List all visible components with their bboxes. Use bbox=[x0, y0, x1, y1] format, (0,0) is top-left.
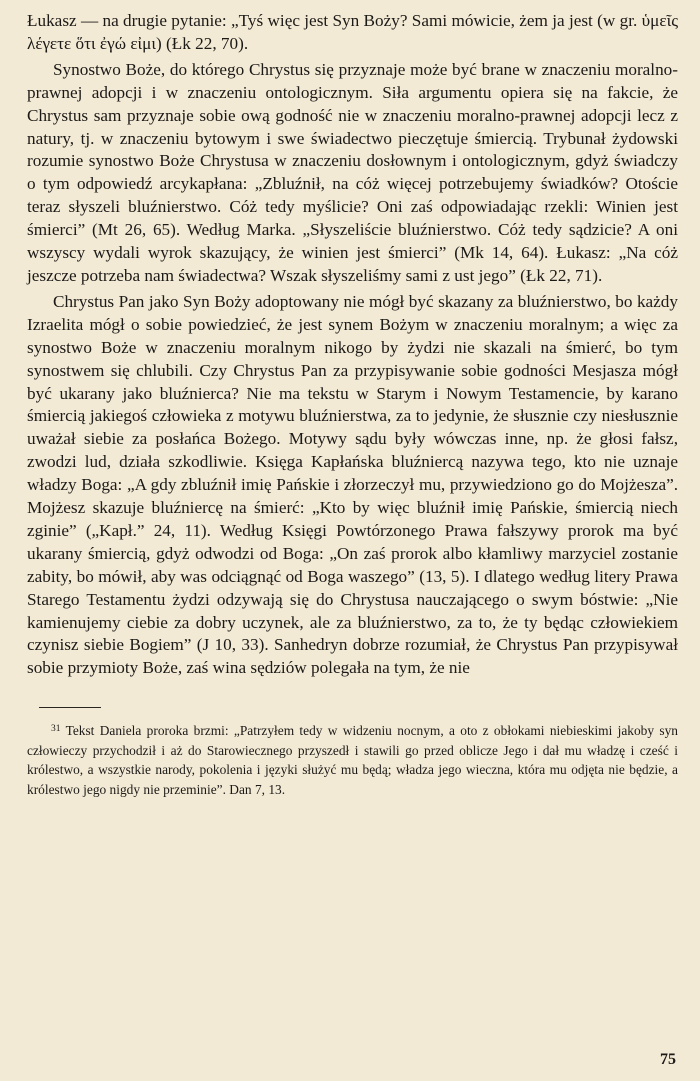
footnote-separator bbox=[39, 707, 101, 708]
paragraph: Łukasz — na drugie pytanie: „Tyś więc jest Syn Boży? Sami mówicie, żem ja jest (w gr. ὑμεῖς λέγετε ὅτι ἐγώ εἰμι) (Łk 22, 70). bbox=[27, 11, 678, 53]
footnote-number: 31 bbox=[51, 724, 61, 735]
page-number: 75 bbox=[660, 1051, 676, 1068]
footnote-text: Tekst Daniela proroka brzmi: „Patrzyłem tedy w widzeniu nocnym, a oto z obłokami niebieskimi jakoby syn człowieczy przychodził i aż do Starowiecznego przyszedł i stawili go przed oblicze Jego i dał mu władzę i cześć i królestwo, a wszystkie narody, pokolenia i języki służyć mu będą; władza jego wieczna, która mu odjęta nie będzie, a królestwo jego nigdy nie przeminie”. Dan 7, 13. bbox=[27, 723, 678, 798]
footnote bbox=[27, 720, 678, 799]
paragraph: Chrystus Pan jako Syn Boży adoptowany nie mógł być skazany za bluźnierstwo, bo każdy Izraelita mógł o sobie powiedzieć, że jest synem Bożym w znaczeniu moralnym; a więc za synostwo Boże w znaczeniu moralnym nikogo by żydzi nie skazali na śmierć, bo tym synostwem się chlubili. Czy Chrystus Pan za przypisywanie sobie godności Mesjasza mógł być ukarany jako bluźnierca? Nie ma tekstu w Starym i Nowym Testamencie, by karano śmiercią jakiegoś człowieka z motywu bluźnierstwa, za to jedynie, że słusznie czy niesłusznie uważał siebie za posłańca Bożego. Motywy sądu były wówczas inne, np. że głosi fałsz, zwodzi lud, działa szkodliwie. Księga Kapłańska bluźniercą nazywa tego, kto nie uznaje władzy Boga: „A gdy zbluźnił imię Pańskie i złorzeczył mu, przywiedziono go do Mojżesza”. Mojżesz skazuje bluźniercę na śmierć: „Kto by więc bluźnił imię Pańskie, śmiercią niech zginie” („Kapł.” 24, 11). Według Księgi Powtórzonego Prawa fałszywy prorok ma być ukarany śmiercią, gdyż odwodzi od Boga: „On zaś prorok albo kłamliwy marzyciel zostanie zabity, bo mówił, aby was odciągnąć od Boga waszego” (13, 5). I dlatego według litery Prawa Starego Testamentu żydzi odzywają się do Chrystusa nauczającego o swym bóstwie: „Nie kamienujemy ciebie za dobry uczynek, ale za bluźnierstwo, za to, że ty będąc człowiekiem czynisz siebie Bogiem” (J 10, 33). Sanhedryn dobrze rozumiał, że Chrystus Pan przypisywał sobie przymioty Boże, zaś wina sędziów polegała na tym, że nie bbox=[27, 291, 678, 678]
paragraph: Synostwo Boże, do którego Chrystus się przyznaje może być brane w znaczeniu moralno-prawnej adopcji i w znaczeniu ontologicznym. Siła argumentu opiera się na fakcie, że Chrystus sam przyznaje sobie ową godność nie w znaczeniu moralno-prawnej adopcji lecz z natury, tj. w znaczeniu bytowym i swe świadectwo pieczętuje śmiercią. Trybunał żydowski rozumie synostwo Boże Chrystusa w znaczeniu dosłownym i ontologicznym, gdyż świadczy o tym odpowiedź arcykapłana: „Zbluźnił, na cóż więcej potrzebujemy świadków? Otoście teraz słyszeli bluźnierstwo. Cóż tedy myślicie? Oni zaś odpowiadając rzekli: Winien jest śmierci” (Mt 26, 65). Według Marka. „Słyszeliście bluźnierstwo. Cóż tedy sądzicie? A oni wszyscy wydali wyrok skazujący, że winien jest śmierci” (Mk 14, 64). Łukasz: „Na cóż jeszcze potrzeba nam świadectwa? Wszak słyszeliśmy sami z ust jego” (Łk 22, 71). bbox=[27, 59, 678, 285]
